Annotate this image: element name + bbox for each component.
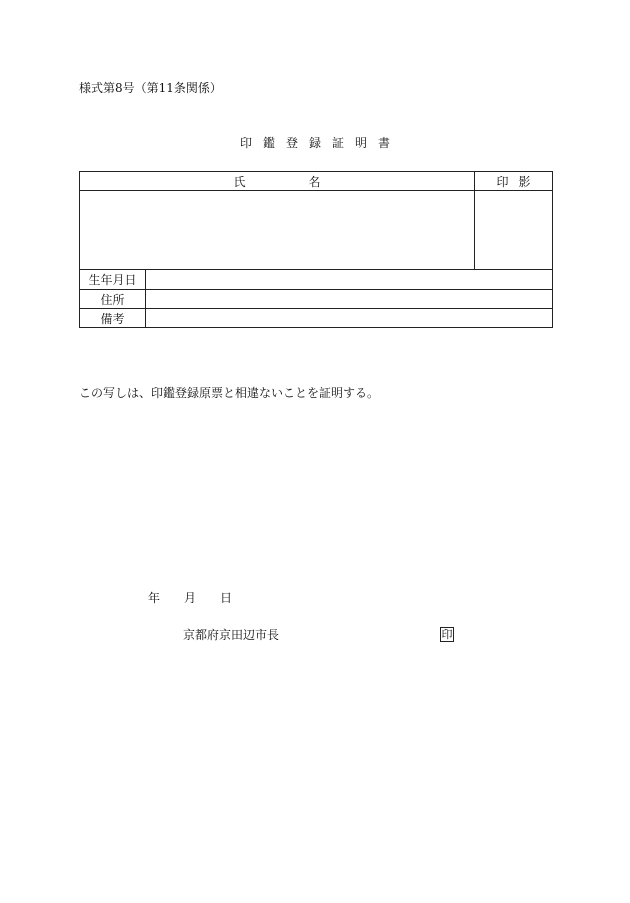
name-header-cell [79,171,475,191]
seal-header-char-2: 影 [518,174,531,189]
seal-mark: 印 [441,628,453,641]
address-label: 住所 [100,292,125,307]
date-year: 年 [148,591,161,605]
remarks-value-cell [145,308,553,328]
form-number: 様式第8号（第11条関係） [79,81,222,95]
remarks-label: 備考 [100,311,125,326]
issuer-name: 京都府京田辺市長 [183,628,280,642]
birthdate-value-cell [145,269,553,290]
date-day: 日 [220,591,233,605]
remarks-label-cell [79,308,146,328]
seal-header-char-1: 印 [496,174,509,189]
address-label-cell [79,289,146,309]
address-value-cell [145,289,553,309]
seal-image-value-cell [474,190,553,270]
birthdate-label: 生年月日 [88,273,137,287]
name-header-char-2: 名 [308,174,321,189]
name-value-cell [79,190,475,270]
certification-text: この写しは、印鑑登録原票と相違ないことを証明する。 [79,386,380,400]
document-title: 印鑑登録証明書 [240,136,402,150]
seal-image-header-cell [474,171,553,191]
date-month: 月 [184,591,197,605]
birthdate-label-cell [79,269,146,290]
name-header-char-1: 氏 [233,174,246,189]
